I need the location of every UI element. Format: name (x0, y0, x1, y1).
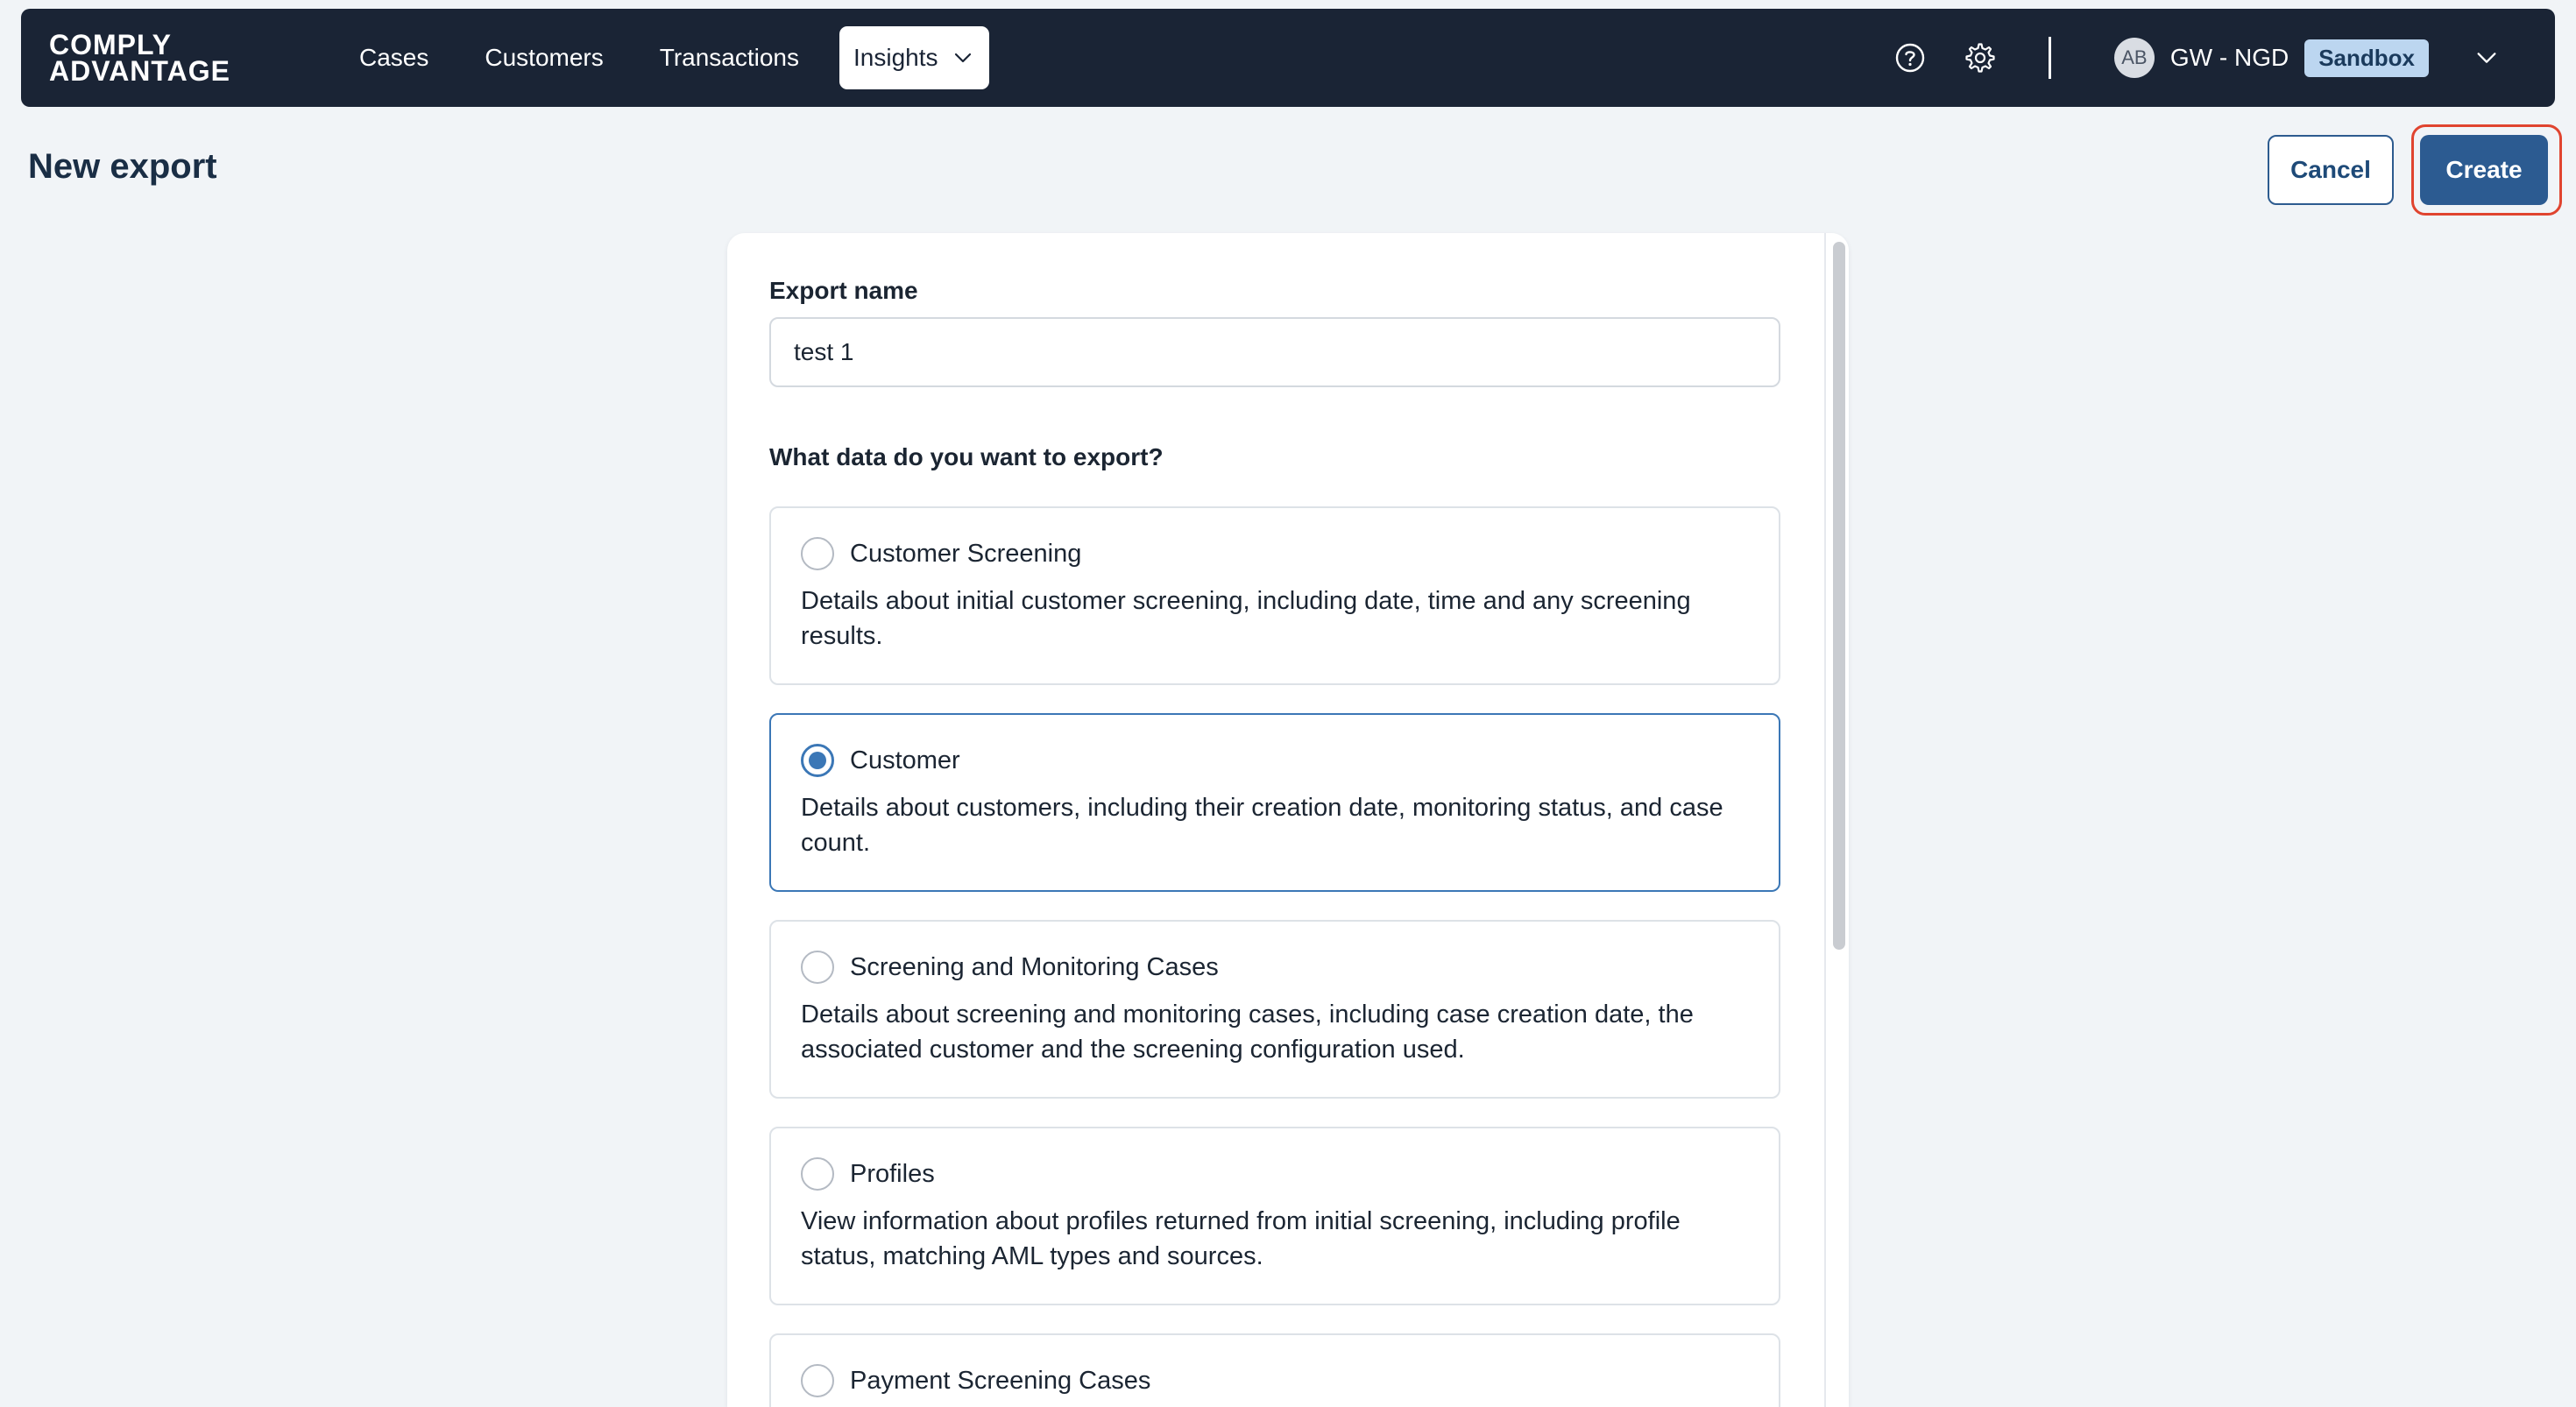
radio-customer-screening[interactable] (801, 537, 834, 570)
option-title: Screening and Monitoring Cases (850, 952, 1219, 981)
radio-profiles[interactable] (801, 1157, 834, 1191)
nav-item-transactions[interactable]: Transactions (659, 44, 799, 71)
option-description: Details about screening and monitoring cases, including case creation date, the associated customer and the screening configuration used. (801, 1000, 1694, 1064)
chevron-down-icon (952, 47, 973, 68)
create-button[interactable]: Create (2420, 135, 2548, 205)
export-data-question: What data do you want to export? (769, 443, 1164, 470)
option-title: Payment Screening Cases (850, 1366, 1151, 1395)
option-description: Details about initial customer screening, including date, time and any screening results. (801, 587, 1691, 650)
account-name[interactable]: GW - NGD (2169, 44, 2289, 71)
brand-logo-line-2: ADVANTAGE (49, 55, 230, 87)
brand-logo[interactable] (49, 29, 286, 87)
environment-badge: Sandbox (2304, 39, 2429, 77)
option-profiles[interactable] (769, 1127, 1780, 1305)
radio-customer[interactable] (801, 744, 834, 777)
card-scrollbar[interactable] (1824, 233, 1849, 1407)
option-title: Customer (850, 746, 960, 774)
brand-logo-line-1: COMPLY (49, 29, 172, 60)
help-circle-icon[interactable] (1893, 40, 1928, 75)
radio-screening-monitoring-cases[interactable] (801, 951, 834, 984)
cancel-button[interactable]: Cancel (2268, 135, 2394, 205)
chevron-down-icon[interactable] (2474, 46, 2499, 70)
option-customer-screening[interactable] (769, 506, 1780, 685)
header-divider (2049, 37, 2051, 79)
nav-item-insights-label: Insights (853, 44, 938, 71)
avatar[interactable]: AB (2114, 38, 2155, 78)
main-nav (331, 26, 989, 89)
page-title: New export (28, 147, 217, 186)
top-navigation-bar (21, 9, 2555, 107)
option-description: Details about customers, including their creation date, monitoring status, and case count. (801, 794, 1723, 857)
nav-item-cases[interactable]: Cases (359, 44, 429, 71)
export-name-input[interactable] (769, 317, 1780, 387)
export-form-card (727, 233, 1849, 1407)
nav-item-customers[interactable]: Customers (485, 44, 604, 71)
option-customer[interactable] (769, 713, 1780, 892)
nav-item-insights[interactable] (839, 26, 989, 89)
header-tools (1858, 37, 2527, 79)
option-payment-screening-cases[interactable] (769, 1333, 1780, 1407)
scrollbar-thumb[interactable] (1833, 242, 1845, 950)
option-description: View information about profiles returned from initial screening, including profile status, matching AML types and sources. (801, 1207, 1681, 1270)
option-screening-monitoring-cases[interactable] (769, 920, 1780, 1099)
export-name-label: Export name (769, 277, 918, 304)
option-title: Profiles (850, 1159, 935, 1188)
gear-icon[interactable] (1963, 40, 1998, 75)
radio-payment-screening-cases[interactable] (801, 1364, 834, 1397)
option-title: Customer Screening (850, 539, 1082, 568)
